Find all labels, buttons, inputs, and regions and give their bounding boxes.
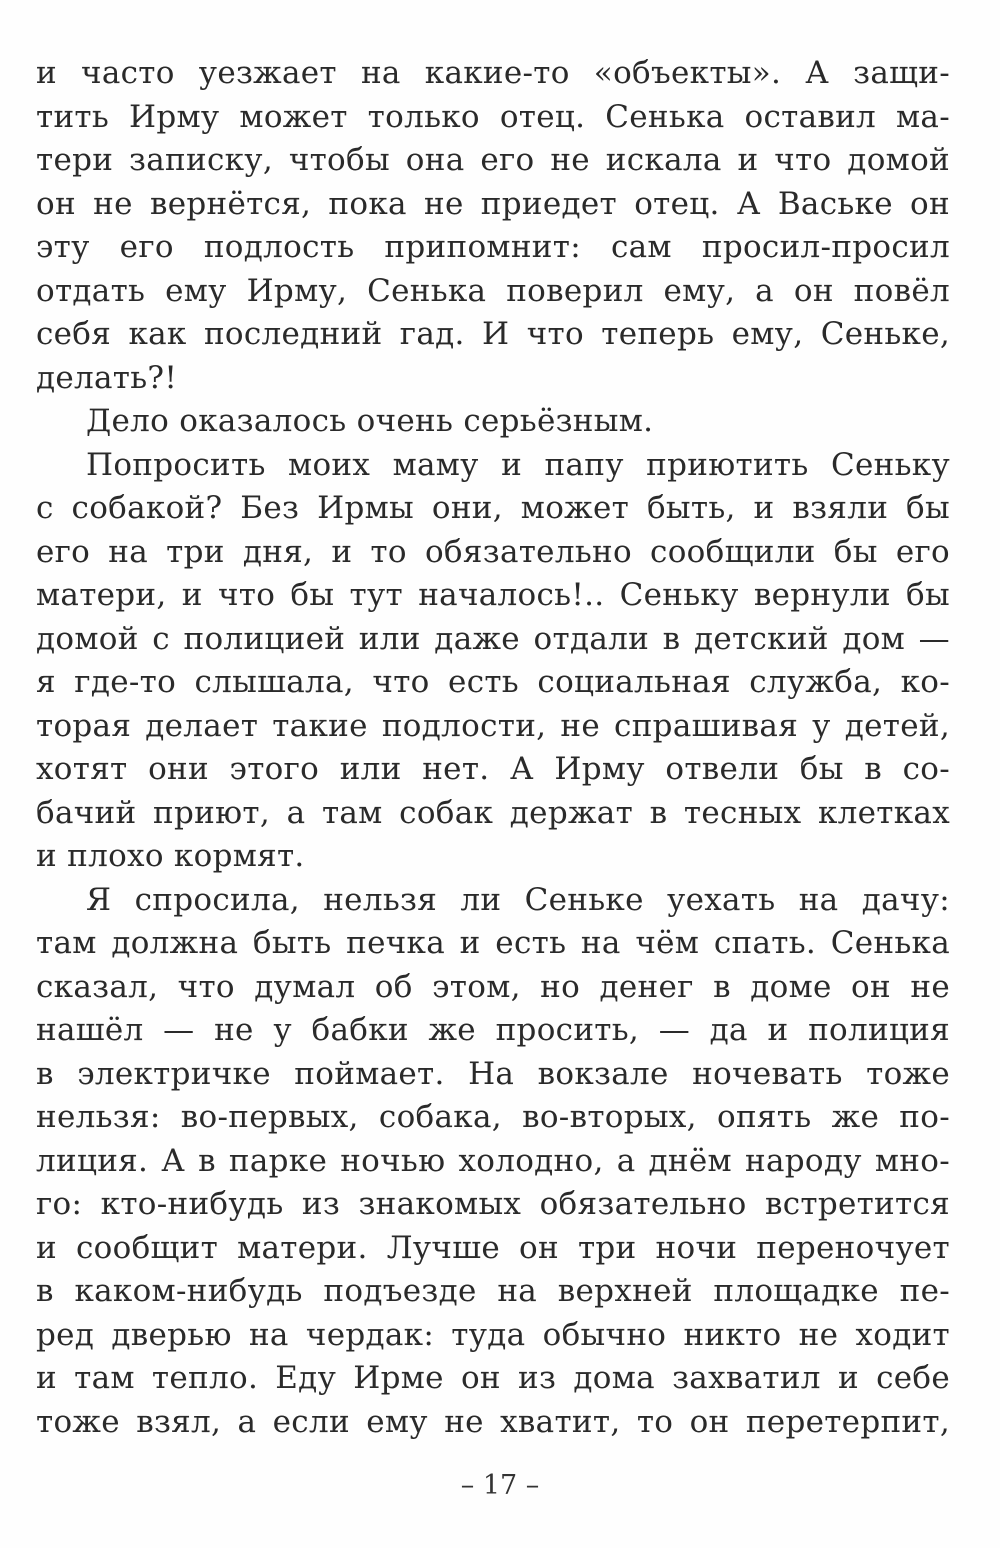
- text-line: нельзя: во-первых, собака, во-вторых, опять же по-: [36, 1099, 950, 1135]
- text-line: и плохо кормят.: [36, 838, 305, 874]
- text-line: торая делает такие подлости, не спрашивая у детей,: [36, 707, 950, 744]
- paragraph-start-line: Попросить моих маму и папу приютить Сеньку: [86, 446, 950, 483]
- text-line: тери записку, чтобы она его не искала и что домой: [36, 142, 950, 178]
- text-line: тить Ирму может только отец. Сенька оставил ма-: [36, 98, 950, 135]
- page-number: – 17 –: [460, 1470, 540, 1501]
- paragraph-start-line: Я спросила, нельзя ли Сеньке уехать на дачу:: [86, 881, 950, 918]
- body-text: [36, 52, 950, 1444]
- text-line: сказал, что думал об этом, но денег в доме он не: [36, 968, 950, 1005]
- paragraph-start-line: Дело оказалось очень серьёзным.: [86, 403, 654, 439]
- text-line: эту его подлость припомнит: сам просил-просил: [36, 229, 950, 265]
- text-line: и часто уезжает на какие-то «объекты». А защи-: [36, 55, 950, 91]
- text-line: тоже взял, а если ему не хватит, то он перетерпит,: [36, 1403, 950, 1440]
- text-line: ред дверью на чердак: туда обычно никто не ходит: [36, 1316, 950, 1353]
- text-line: и сообщит матери. Лучше он три ночи переночует: [36, 1229, 950, 1266]
- text-line: с собакой? Без Ирмы они, может быть, и взяли бы: [36, 490, 950, 526]
- text-line: и там тепло. Еду Ирме он из дома захватил и себе: [36, 1360, 950, 1396]
- text-line: он не вернётся, пока не приедет отец. А Ваське он: [36, 185, 950, 222]
- text-line: его на три дня, и то обязательно сообщили бы его: [36, 533, 950, 570]
- text-line: себя как последний гад. И что теперь ему, Сеньке,: [36, 316, 950, 352]
- text-line: нашёл — не у бабки же просить, — да и полиция: [36, 1012, 950, 1048]
- text-line: в электричке поймает. На вокзале ночевать тоже: [36, 1055, 950, 1092]
- text-line: отдать ему Ирму, Сенька поверил ему, а он повёл: [36, 272, 950, 309]
- text-line: домой с полицией или даже отдали в детский дом —: [36, 620, 950, 657]
- text-line: делать?!: [36, 359, 178, 396]
- text-line: я где-то слышала, что есть социальная служба, ко-: [36, 664, 950, 700]
- text-line: хотят они этого или нет. А Ирму отвели бы в со-: [36, 751, 950, 787]
- text-line: в каком-нибудь подъезде на верхней площадке пе-: [36, 1273, 950, 1309]
- text-line: бачий приют, а там собак держат в тесных клетках: [36, 794, 950, 831]
- text-line: лиция. А в парке ночью холодно, а днём народу мно-: [36, 1142, 950, 1179]
- text-line: там должна быть печка и есть на чём спать. Сенька: [36, 925, 950, 961]
- text-line: го: кто-нибудь из знакомых обязательно встретится: [36, 1186, 950, 1222]
- text-line: матери, и что бы тут началось!.. Сеньку вернули бы: [36, 577, 950, 613]
